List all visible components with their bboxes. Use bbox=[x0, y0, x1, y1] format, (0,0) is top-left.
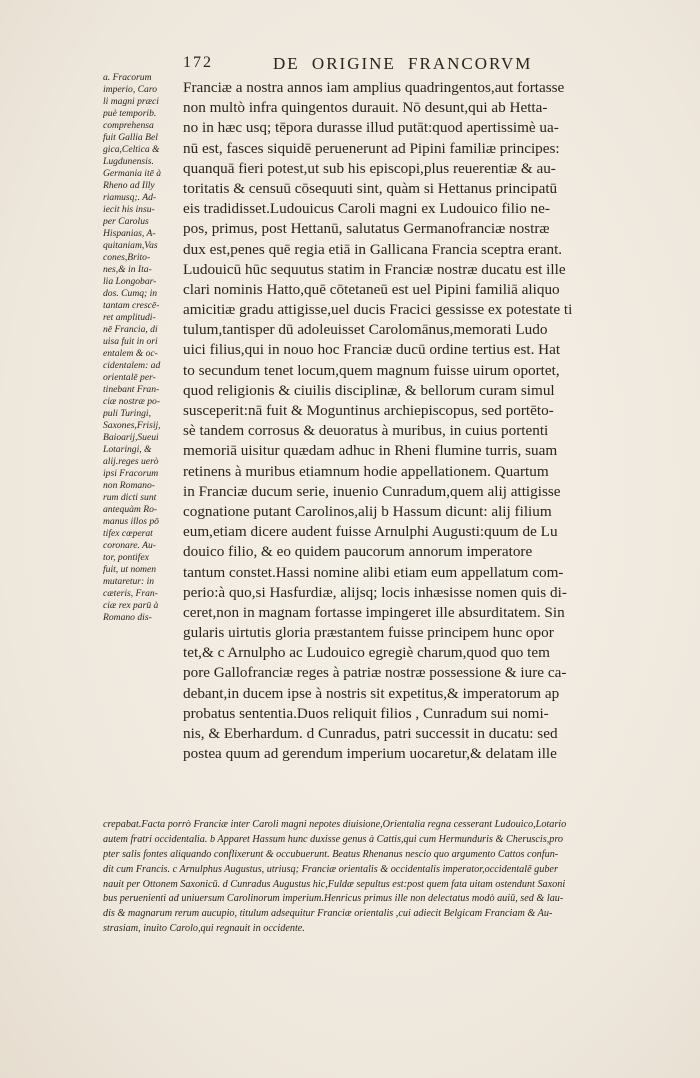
text-line: uici filius,qui in nouo hoc Franciæ ducū ordine tertius est. Hat bbox=[183, 341, 561, 359]
margin-note-line: a. Fracorum bbox=[103, 72, 152, 83]
text-line: perio:à quo,si Hasfurdiæ, alijsq; locis inhæsisse nomen quis di- bbox=[183, 583, 567, 601]
margin-note-line: Lugdunensis. bbox=[103, 156, 154, 167]
margin-note-line: non Romano- bbox=[103, 480, 155, 491]
text-line: tet,& c Arnulpho ac Ludouico egregiè charum,quod quo tem bbox=[183, 644, 550, 662]
margin-note-line: riamusq;. Ad- bbox=[103, 192, 157, 203]
margin-note-line: nes,& in Ita- bbox=[103, 264, 152, 275]
text-line: nū est, fasces siquidē peruenerunt ad Pipini familiæ principes: bbox=[183, 139, 560, 157]
text-line: postea quum ad gerendum imperium uocaretur,& delatam ille bbox=[183, 745, 557, 763]
margin-note-line: cones,Brito- bbox=[103, 252, 151, 263]
text-line: retinens à muribus etiamnum hodie appellationem. Quartum bbox=[183, 462, 549, 480]
margin-note-line: rum dicti sunt bbox=[103, 492, 157, 503]
footnote-line: pter salis fontes aliquando conflixerunt & occubuerunt. Beatus Rhenanus nescio quo argumento Cattos confun- bbox=[103, 848, 559, 860]
margin-note-line: antequàm Ro- bbox=[103, 504, 158, 515]
text-line: memoriā uisitur quædam adhuc in Rheni flumine turris, suam bbox=[183, 442, 558, 460]
footnote-line: bus peruenienti ad uniuersum Carolinorum imperium.Henricus primus ille non delectatus modò auiū, sed & lau- bbox=[103, 893, 564, 905]
margin-note-line: Hispanias, A- bbox=[103, 228, 156, 239]
text-line: no in hæc usq; tēpora durasse illud putāt:quod apertissimè ua- bbox=[183, 119, 559, 137]
margin-note-line: comprehensa bbox=[103, 120, 154, 131]
margin-note-line: Germania itē à bbox=[103, 168, 162, 179]
margin-note-line: mutaretur: in bbox=[103, 576, 155, 587]
margin-note-line: Saxones,Frisij, bbox=[103, 420, 161, 431]
text-line: eis tradidisset.Ludouicus Caroli magni ex Ludouico filio ne- bbox=[183, 200, 550, 218]
margin-note-line: quitaniam,Vas bbox=[103, 240, 158, 251]
margin-note-line: ciæ nostræ po- bbox=[103, 396, 161, 407]
margin-note-line: nē Francia, di bbox=[103, 324, 158, 335]
text-line: sè tandem corrosus & deuoratus à muribus, in cuius portenti bbox=[183, 422, 549, 440]
margin-note-line: entalem & oc- bbox=[103, 348, 158, 359]
margin-note-line: ipsi Fracorum bbox=[103, 468, 159, 479]
margin-note-line: gica,Celtica & bbox=[103, 144, 160, 155]
footnote-line: dit cum Francis. c Arnulphus Augustus, utriusq; Franciæ orientalis & occidentalis imperator,occidentalē guber bbox=[103, 863, 558, 875]
text-line: to secundum tenet locum,quem magnum fuisse uirum oportet, bbox=[183, 361, 560, 379]
footnotes bbox=[103, 818, 688, 937]
text-line: ceret,non in magnam fortasse impingeret ille absurditatem. Sin bbox=[183, 603, 565, 621]
text-line: eum,etiam dicere audent fuisse Arnulphi Augusti:quum de Lu bbox=[183, 523, 558, 541]
margin-note-line: ret amplitudi- bbox=[103, 312, 156, 323]
text-line: nis, & Eberhardum. d Cunradus, patri successit in ducatu: sed bbox=[183, 725, 558, 742]
margin-note-line: manus illos pō bbox=[103, 516, 159, 527]
margin-note-line: tor, pontifex bbox=[103, 552, 149, 563]
margin-note-line: li magni præci bbox=[103, 96, 159, 107]
text-line: susceperit:nā fuit & Moguntinus archiepiscopus, sed portēto- bbox=[183, 402, 554, 419]
marginal-notes bbox=[103, 72, 179, 624]
text-line: tantum constet.Hassi nomine alibi etiam eum appellatum com- bbox=[183, 563, 564, 581]
margin-note-line: iecit his insu- bbox=[103, 204, 155, 215]
text-line: Franciæ a nostra annos iam amplius quadringentos,aut fortasse bbox=[183, 79, 565, 96]
text-line: toritatis & censuū cōsequuti sint, quàm si Hettanus principatū bbox=[183, 179, 558, 197]
margin-note-line: tinebant Fran- bbox=[103, 384, 160, 395]
margin-note-line: puli Turingi, bbox=[103, 408, 151, 419]
margin-note-line: fuit Gallia Bel bbox=[103, 132, 158, 143]
footnote-line: dis & magnarum rerum aucupio, titulum adsequitur Franciæ orientalis ,cui adiecit Belgicam Franciam & Au- bbox=[103, 908, 553, 920]
margin-note-line: orientalē per- bbox=[103, 372, 156, 383]
text-line: in Franciæ ducum serie, inuenio Cunradum,quem alij attigisse bbox=[183, 482, 561, 500]
margin-note-line: coronare. Au- bbox=[103, 540, 156, 551]
margin-note-line: uisa fuit in ori bbox=[103, 336, 158, 347]
margin-note-line: tifex cœperat bbox=[103, 528, 153, 539]
text-line: cognatione putant Carolinos,alij b Hassum dicunt: alij filium bbox=[183, 502, 552, 520]
margin-note-line: cidentalem: ad bbox=[103, 360, 161, 371]
margin-note-line: Baioarij,Sueui bbox=[103, 432, 159, 443]
text-line: quod religionis & ciuilis disciplinæ, & bellorum curam simul bbox=[183, 381, 555, 399]
margin-note-line: per Carolus bbox=[103, 216, 149, 227]
text-line: pore Gallofranciæ reges à patriæ nostræ possessione & iure ca- bbox=[183, 664, 567, 682]
main-text bbox=[183, 78, 683, 764]
page-header bbox=[183, 54, 683, 78]
margin-note-line: cæteris, Fran- bbox=[103, 588, 158, 599]
text-line: tulum,tantisper dū adoleuisset Carolomānus,memorati Ludo bbox=[183, 321, 548, 339]
text-line: debant,in ducem ipse à nostris sit expetitus,& imperatorum ap bbox=[183, 684, 560, 702]
margin-note-line: lia Longobar- bbox=[103, 276, 157, 287]
text-line: douico filio, & eo quidem paucorum annorum imperatore bbox=[183, 543, 533, 561]
margin-note-line: Lotaringi, & bbox=[103, 444, 152, 455]
running-title: DE ORIGINE FRANCORVM bbox=[273, 54, 533, 73]
margin-note-line: imperio, Caro bbox=[103, 84, 158, 95]
margin-note-line: alij.reges uerò bbox=[103, 456, 159, 467]
text-line: probatus sententia.Duos reliquit filios , Cunradum sui nomi- bbox=[183, 704, 549, 722]
text-line: Ludouicū hūc sequutus statim in Franciæ nostræ ducatu est ille bbox=[183, 260, 566, 278]
text-line: gularis uirtutis gloria præstantem fuisse principem hunc opor bbox=[183, 624, 554, 642]
text-line: non multò infra quingentos durauit. Nō desunt,qui ab Hetta- bbox=[183, 99, 548, 117]
text-line: clari nominis Hatto,quē cōtetaneū est uel Pipini familiā aliquo bbox=[183, 280, 560, 298]
text-line: dux est,penes quē regia etiā in Gallicana Francia sceptra erant. bbox=[183, 240, 563, 258]
margin-note-line: puè temporib. bbox=[103, 108, 157, 119]
text-line: quanquā fieri potest,ut sub his episcopi,plus reuerentiæ & au- bbox=[183, 159, 556, 177]
text-line: pos, primus, post Hettanū, salutatus Germanofranciæ nostræ bbox=[183, 220, 550, 238]
margin-note-line: dos. Cumq; in bbox=[103, 288, 158, 299]
margin-note-line: fuit, ut nomen bbox=[103, 564, 157, 575]
text-line: amicitiæ gradu attigisse,uel ducis Fracici gessisse ex potestate ti bbox=[183, 301, 573, 319]
margin-note-line: ciæ rex parū à bbox=[103, 600, 159, 611]
margin-note-line: Romano dis- bbox=[103, 612, 152, 623]
footnote-line: autem fratri occidentalia. b Apparet Hassum hunc duxisse genus à Cattis,qui cum Hermunduris & Cheruscis,pro bbox=[103, 833, 564, 845]
footnote-line: crepabat.Facta porrò Franciæ inter Caroli magni nepotes diuisione,Orientalia regna cesserant Ludouico,Lotario bbox=[103, 819, 567, 830]
margin-note-line: tantam crescē- bbox=[103, 300, 160, 311]
footnote-line: strasiam, inuito Carolo,qui regnauit in occidente. bbox=[103, 923, 305, 935]
margin-note-line: Rheno ad Illy bbox=[103, 180, 155, 191]
footnote-line: nauit per Ottonem Saxonicū. d Cunradus Augustus hic,Fuldæ sepultus est:post quem fata uitam ostendunt Saxoni bbox=[103, 878, 566, 890]
page-number: 172 bbox=[183, 54, 213, 71]
